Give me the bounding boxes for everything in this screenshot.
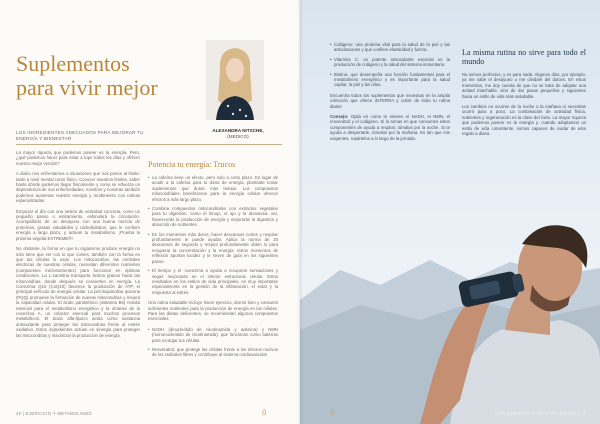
nutrient-item: • Biotina: que desempeña una función fundamental para el metabolismo energético y es importante para la salud capilar, la piel y las uñas.	[330, 72, 450, 88]
body-paragraph: No somos perfectos, y es para nada. Algunos días, por ejemplo, ya me sabe el desayuno o me olvidaré del dulces. En estos momentos, me doy cuenta de que no se trata de adoptar una actitud intachable, sino de dar pasos pequeños y siguientes hacia un estilo de vida más saludable.	[462, 72, 586, 99]
tip-item: • Combina compuestos mitocondriales con extractos vegetales para tu digestión, como el hinojo, el ajo y la alcaravea, así, favorecerás la producción de energía y mejorarás la digestión y absorción de nutrientes.	[148, 206, 278, 228]
article-title: Suplementos para vivir mejor	[16, 51, 158, 100]
article-subtitle: LOS INGREDIENTES ADECUADOS PARA MEJORAR TU ENERGÍA Y BIENESTAR	[16, 130, 144, 141]
page-footer-left: 42 | EJERCICIO Y METABOLISMO	[16, 411, 92, 416]
intro-column	[16, 150, 140, 343]
tip-item: • En los momentos más duros, hacer descansos cortos y respirar profundamente te puede ayudar. Aplica la norma de 20 descansos de segundo y respira profundamente obtén lo para recuperar la concentración y la energía. Estos momentos de reflexión aportan lucidez y te sirven de guía en los siguientes pasos.	[148, 232, 278, 264]
nutrient-item: • Vitamina C: un potente antioxidante esencial en la producción de colágeno y la salud del sistema inmunitario.	[330, 57, 450, 68]
page-footer-right: SUPLEMENTOS PARA VIVIR MEJOR | 43	[494, 411, 586, 416]
right-section-heading: La misma rutina no sirve para todo el mundo	[462, 48, 586, 66]
closing-bullet: • NADH (dinucleótido de nicotinamida y adenina) y NMN (mononucleótido de nicotinamida), que funcionan como baterías para recargar tus células.	[148, 327, 278, 343]
tip-text: Ojalá en como te sienten el NADH, el NMN, el resveratrol y el colágeno. Si lo tomas en que consumes estos componentes de ayuda a respirar, tómalos por la noche. Si te ayuda a despertarte, tómalos por la mañana. Es tan que mis exigentes, repártelos a lo largo de la jornada.	[330, 114, 450, 141]
intro-paragraph: No obstante, la forma en que tu organismo produce energía no solo tiene que ver con lo que comes, también con la forma en que tus células lo usan. Los mitocondrias, las centrales eléctricas de nuestras células, necesitan diferentes nutrientes (compuestos micronutrientes) para funcionar en óptimas condiciones. La L-carnitina transporta ácidos grasos hacia las mitocondrias, donde después se convierten en energía. La Coenzima Q10 (CoQ10) favorece la producción de ATP, el principal vehículo de energía celular. La pirroloquinolina quinona (PQQ) promueve la formación de nuevas mitocondrias y mejora la capacidad celular. El ácido pantoténico (vitamina B5) resulta esencial para el metabolismo energético y la síntesis de la coenzima A, un cofactor esencial para muchos procesos metabólicos. El ácido alfa-lipoico actúa como sustancia antioxidante para proteger las mitocondrias frente al estrés oxidativo. Estos ingredientes actúan en sinergia para proteger las mitocondrias y maximizar la producción de energía.	[16, 246, 140, 338]
intro-paragraph: La mayor riqueza que podemos poseer es la energía. Pero, ¿qué podemos hacer para estar a tope todos los días y ofrecer nuestro mejor versión?	[16, 150, 140, 166]
right-column-2	[462, 48, 586, 141]
section-heading: Potencia tu energía: Trucos	[148, 160, 236, 169]
tip-paragraph	[330, 114, 450, 141]
intro-paragraph: Empezar el día con una sesión de actividad concreta, como un pequeño paseo o estiramiento, estimulará la circulación. Acompañarlo de un desayuno con una buena mezcla de proteínas, grasas saludables y carbohidratos, que le confiere energía a largo plazo, y activan tu metabolismo. ¡Prueba la próxima vegetal EXTREME®!	[16, 208, 140, 241]
right-column-1	[330, 42, 450, 146]
tip-item: • El tiempo y el -coenzima a ayuda a recuperar sensaciones y seguir mejorando en el interior estructuras celular. Estos resultados en los estilos de vida principales, es muy importante especialmente en la gestión de la inflamación, el estar y la respuesta al estrés.	[148, 268, 278, 295]
brand-logo-icon: ō	[262, 408, 267, 417]
author-name: ALEXANDRA NITSCHE,	[212, 128, 264, 133]
tip-label: Consejo:	[330, 114, 349, 120]
tips-list	[148, 175, 278, 295]
closing-list	[148, 327, 278, 358]
closing-bullet: • Resveratrol, que protege las células frente a los efectos nocivos de los radicales libres y contribuye al sistema cardiovascular.	[148, 347, 278, 358]
body-paragraph: Encuentra todos los suplementos que necesitas en la amplia colección que ofrece doTERRA y cubre de éxito tu rutina diaria!	[330, 92, 450, 109]
page-gutter	[297, 0, 303, 424]
nutrient-list	[330, 42, 450, 88]
closing-paragraph: Una rutina saludable incluye hacer ejercicio, dormir bien y consumir suficientes nutrientes para la producción de energía en las células. Para las dietas deficientes, se recomiendan algunos compuestos esenciales:	[148, 300, 278, 322]
tip-item: • La cafeína tiene un efecto, pero solo a corto plazo. En lugar de acudir a la cafeína para tu dosis de energía, plantéate tomar suplementos que duran más tiempo. Los compuestos mitocondriales beneficiosos para la energía celular ofrecen efectos a más largo plazo.	[148, 175, 278, 202]
author-role: (MEDICO)	[227, 134, 249, 139]
body-paragraph: Los cambios no ocurren de la noche a la mañana ni necesitan ocurrir para a poco. La combinación de actividad física, nutrientes y regeneración es la clave del éxito. La mayor riqueza que podemos poseer es la energía y, cuando adoptamos un estilo de vida consistente, somos capaces de cuidar de este regalo a diario.	[462, 104, 586, 137]
nutrient-item: • Colágeno: una proteína vital para la salud de la piel y las articulaciones y que confiere elasticidad y fuerza.	[330, 42, 450, 53]
author-portrait-image	[206, 40, 264, 120]
divider-rule	[16, 144, 282, 145]
tips-column	[148, 160, 278, 363]
brand-logo-icon: ō	[330, 408, 335, 417]
author-photo	[206, 40, 264, 120]
intro-paragraph: A diario nos enfrentamos a situaciones que nos ponen al límite: tanto a nivel mental como físico. Conocer nuestros límites, saber hasta dónde podemos llegar físicamente y como se refuerza un dependencia de sus enfermedades, nosotros y nosotras también podemos aumentar nuestro energía y rendimiento con rutinas especializadas.	[16, 171, 140, 204]
